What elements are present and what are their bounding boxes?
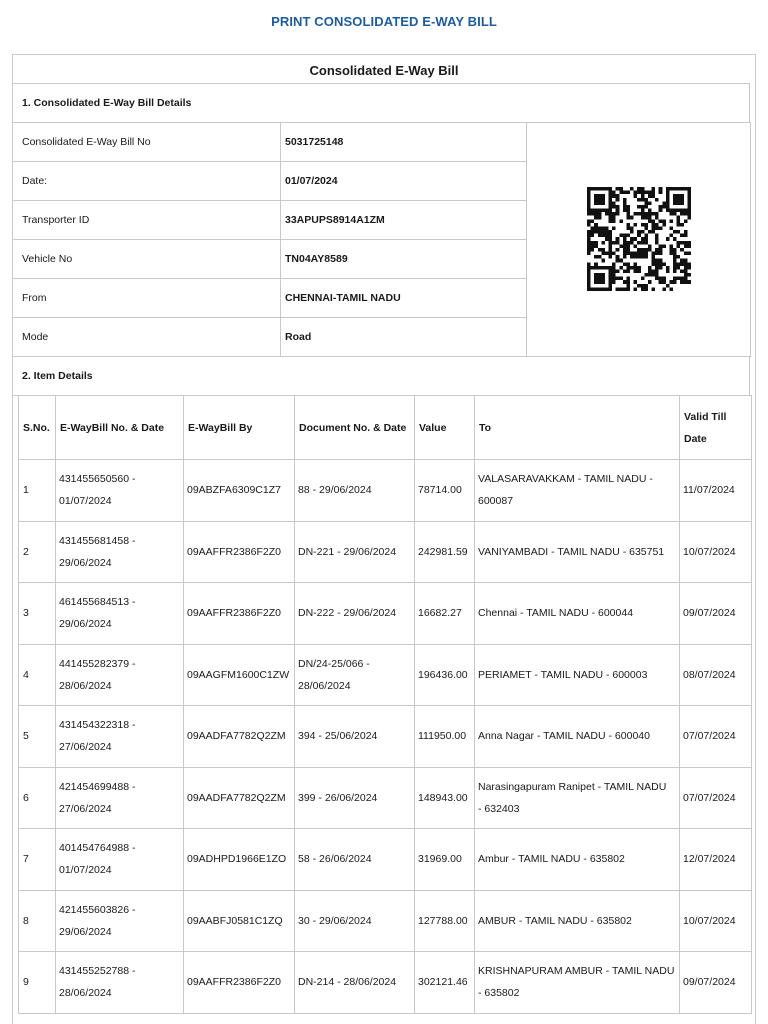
cell-to-line2: 600087	[478, 495, 514, 508]
cell-document	[295, 583, 415, 645]
cell-valid-till	[680, 829, 752, 891]
cell-ewb-by-line1: 09AADFA7782Q2ZM	[187, 730, 286, 743]
section-1-header: 1. Consolidated E-Way Bill Details	[12, 83, 750, 123]
cell-ewb-no-date-line1: 421455603826 -	[59, 903, 136, 916]
detail-label: Consolidated E-Way Bill No	[13, 123, 281, 162]
cell-value-line1: 78714.00	[418, 484, 462, 497]
cell-document-line1: DN-222 - 29/06/2024	[298, 607, 397, 620]
cell-document-line1: 58 - 26/06/2024	[298, 853, 372, 866]
cell-sno	[19, 767, 56, 829]
cell-valid-till	[680, 521, 752, 583]
cell-to-line1: VALASARAVAKKAM - TAMIL NADU -	[478, 473, 653, 486]
table-row	[19, 767, 752, 829]
cell-ewb-no-date-line2: 29/06/2024	[59, 618, 112, 631]
cell-sno	[19, 583, 56, 645]
detail-row	[13, 201, 527, 240]
cell-ewb-by	[184, 460, 295, 522]
cell-value-line1: 196436.00	[418, 668, 468, 681]
cell-to-line1: Narasingapuram Ranipet - TAMIL NADU	[478, 780, 667, 793]
cell-value-line1: 242981.59	[418, 545, 468, 558]
detail-value: 33APUPS8914A1ZM	[281, 201, 527, 240]
cell-ewb-no-date-line2: 01/07/2024	[59, 864, 112, 877]
items-table	[18, 395, 752, 1014]
detail-label: Date:	[13, 162, 281, 201]
cell-to-line1: AMBUR - TAMIL NADU - 635802	[478, 914, 632, 927]
detail-row	[13, 240, 527, 279]
document-title: Consolidated E-Way Bill	[309, 63, 459, 78]
cell-valid-till-line1: 12/07/2024	[683, 853, 736, 866]
cell-ewb-no-date	[56, 890, 184, 952]
cell-valid-till	[680, 706, 752, 768]
cell-sno-line1: 7	[23, 853, 29, 866]
cell-ewb-no-date	[56, 644, 184, 706]
cell-ewb-by-line1: 09AAFFR2386F2Z0	[187, 545, 281, 558]
cell-sno	[19, 829, 56, 891]
cell-ewb-by-line1: 09AAFFR2386F2Z0	[187, 607, 281, 620]
cell-to-line2: - 632403	[478, 802, 520, 815]
detail-value: Road	[281, 318, 527, 357]
cell-value	[415, 706, 475, 768]
cell-sno-line1: 4	[23, 668, 29, 681]
cell-document	[295, 644, 415, 706]
cell-to	[475, 460, 680, 522]
cell-sno-line1: 1	[23, 484, 29, 497]
detail-row	[13, 318, 527, 357]
cell-ewb-no-date-line2: 01/07/2024	[59, 495, 112, 508]
cell-value	[415, 952, 475, 1014]
cell-to	[475, 644, 680, 706]
cell-ewb-by-line1: 09ABZFA6309C1Z7	[187, 484, 281, 497]
detail-label: From	[13, 279, 281, 318]
cell-sno-line1: 2	[23, 545, 29, 558]
table-row	[19, 829, 752, 891]
cell-sno	[19, 706, 56, 768]
cell-document-line2: 28/06/2024	[298, 679, 351, 692]
detail-label: Vehicle No	[13, 240, 281, 279]
qr-code-icon	[587, 187, 691, 291]
cell-valid-till	[680, 583, 752, 645]
cell-document	[295, 460, 415, 522]
cell-document-line1: 399 - 26/06/2024	[298, 791, 378, 804]
cell-document	[295, 767, 415, 829]
header-valid-line2: Date	[684, 432, 707, 445]
detail-row	[13, 279, 527, 318]
cell-valid-till-line1: 07/07/2024	[683, 730, 736, 743]
cell-ewb-by	[184, 521, 295, 583]
cell-ewb-no-date	[56, 583, 184, 645]
cell-sno-line1: 3	[23, 607, 29, 620]
cell-value-line1: 111950.00	[418, 730, 467, 743]
page-title: PRINT CONSOLIDATED E-WAY BILL	[271, 14, 497, 29]
cell-value	[415, 767, 475, 829]
cell-sno	[19, 460, 56, 522]
cell-ewb-no-date	[56, 829, 184, 891]
cell-ewb-no-date	[56, 706, 184, 768]
cell-document	[295, 829, 415, 891]
cell-ewb-no-date-line1: 441455282379 -	[59, 657, 136, 670]
cell-valid-till	[680, 767, 752, 829]
cell-to-line2: - 635802	[478, 987, 520, 1000]
cell-to	[475, 521, 680, 583]
cell-to	[475, 583, 680, 645]
cell-ewb-no-date-line1: 431455252788 -	[59, 965, 136, 978]
cell-to-line1: Ambur - TAMIL NADU - 635802	[478, 853, 625, 866]
header-valid-line1: Valid Till	[684, 410, 727, 423]
cell-to-line1: KRISHNAPURAM AMBUR - TAMIL NADU	[478, 965, 675, 978]
cell-sno-line1: 8	[23, 914, 29, 927]
cell-to-line1: PERIAMET - TAMIL NADU - 600003	[478, 668, 648, 681]
cell-ewb-no-date	[56, 952, 184, 1014]
items-header-row	[19, 396, 752, 460]
cell-to-line1: Chennai - TAMIL NADU - 600044	[478, 607, 634, 620]
cell-to	[475, 829, 680, 891]
cell-ewb-no-date-line1: 461455684513 -	[59, 596, 136, 609]
cell-ewb-no-date-line2: 29/06/2024	[59, 925, 112, 938]
cell-valid-till-line1: 09/07/2024	[683, 607, 736, 620]
cell-sno	[19, 521, 56, 583]
table-row	[19, 890, 752, 952]
cell-ewb-by-line1: 09AADFA7782Q2ZM	[187, 791, 286, 804]
cell-ewb-by-line1: 09AAGFM1600C1ZW	[187, 668, 290, 681]
cell-ewb-no-date-line2: 28/06/2024	[59, 987, 112, 1000]
cell-document	[295, 952, 415, 1014]
details-table	[12, 122, 527, 357]
cell-ewb-no-date-line1: 401454764988 -	[59, 842, 136, 855]
cell-to	[475, 706, 680, 768]
cell-document	[295, 706, 415, 768]
cell-ewb-no-date-line1: 431454322318 -	[59, 719, 136, 732]
cell-ewb-no-date-line2: 27/06/2024	[59, 802, 112, 815]
cell-ewb-by-line1: 09ADHPD1966E1ZO	[187, 853, 287, 866]
cell-ewb-by	[184, 706, 295, 768]
cell-valid-till	[680, 644, 752, 706]
table-row	[19, 521, 752, 583]
cell-valid-till-line1: 11/07/2024	[683, 484, 735, 497]
cell-ewb-no-date	[56, 460, 184, 522]
header-sno: S.No.	[19, 396, 56, 460]
cell-value-line1: 31969.00	[418, 853, 462, 866]
cell-to-line1: Anna Nagar - TAMIL NADU - 600040	[478, 730, 650, 743]
cell-value	[415, 521, 475, 583]
consolidated-ewb-document	[12, 54, 756, 1024]
section-2-header: 2. Item Details	[12, 356, 750, 396]
cell-value	[415, 583, 475, 645]
detail-label: Transporter ID	[13, 201, 281, 240]
cell-sno	[19, 644, 56, 706]
cell-ewb-by	[184, 583, 295, 645]
cell-ewb-by	[184, 767, 295, 829]
cell-valid-till-line1: 10/07/2024	[683, 545, 736, 558]
cell-ewb-by-line1: 09AAFFR2386F2Z0	[187, 976, 281, 989]
cell-valid-till	[680, 890, 752, 952]
cell-value-line1: 127788.00	[418, 914, 468, 927]
cell-document-line1: 88 - 29/06/2024	[298, 484, 372, 497]
header-ewb-no-date: E-WayBill No. & Date	[56, 396, 184, 460]
cell-sno	[19, 890, 56, 952]
cell-ewb-by	[184, 890, 295, 952]
cell-document-line1: 30 - 29/06/2024	[298, 914, 372, 927]
cell-value	[415, 890, 475, 952]
cell-document-line1: DN-214 - 28/06/2024	[298, 976, 397, 989]
cell-ewb-no-date	[56, 767, 184, 829]
cell-ewb-by-line1: 09AABFJ0581C1ZQ	[187, 914, 283, 927]
cell-ewb-no-date-line1: 421454699488 -	[59, 780, 136, 793]
cell-ewb-no-date-line2: 29/06/2024	[59, 556, 112, 569]
cell-sno-line1: 6	[23, 791, 29, 804]
cell-document-line1: 394 - 25/06/2024	[298, 730, 378, 743]
detail-value: CHENNAI-TAMIL NADU	[281, 279, 527, 318]
cell-value	[415, 460, 475, 522]
detail-label: Mode	[13, 318, 281, 357]
header-value: Value	[415, 396, 475, 460]
detail-value: TN04AY8589	[281, 240, 527, 279]
cell-document	[295, 890, 415, 952]
table-row	[19, 952, 752, 1014]
cell-ewb-by	[184, 952, 295, 1014]
cell-sno-line1: 9	[23, 976, 29, 989]
cell-ewb-no-date-line1: 431455681458 -	[59, 534, 136, 547]
cell-value-line1: 148943.00	[418, 791, 468, 804]
cell-ewb-no-date-line2: 28/06/2024	[59, 679, 112, 692]
header-document-no-date: Document No. & Date	[295, 396, 415, 460]
cell-value	[415, 644, 475, 706]
table-row	[19, 706, 752, 768]
cell-document-line1: DN/24-25/066 -	[298, 657, 370, 670]
cell-valid-till	[680, 460, 752, 522]
cell-to	[475, 952, 680, 1014]
cell-valid-till-line1: 10/07/2024	[683, 914, 736, 927]
cell-document-line1: DN-221 - 29/06/2024	[298, 545, 397, 558]
table-row	[19, 583, 752, 645]
cell-document	[295, 521, 415, 583]
cell-ewb-no-date-line1: 431455650560 -	[59, 473, 136, 486]
table-row	[19, 460, 752, 522]
qr-cell	[526, 122, 751, 357]
cell-value-line1: 16682.27	[418, 607, 462, 620]
detail-value: 5031725148	[281, 123, 527, 162]
cell-ewb-no-date-line2: 27/06/2024	[59, 741, 112, 754]
cell-valid-till-line1: 08/07/2024	[683, 668, 736, 681]
header-ewb-by: E-WayBill By	[184, 396, 295, 460]
cell-to	[475, 767, 680, 829]
cell-ewb-by	[184, 644, 295, 706]
cell-sno-line1: 5	[23, 730, 29, 743]
cell-valid-till	[680, 952, 752, 1014]
detail-row	[13, 162, 527, 201]
cell-to-line1: VANIYAMBADI - TAMIL NADU - 635751	[478, 545, 665, 558]
header-valid-till-date	[680, 396, 752, 460]
cell-sno	[19, 952, 56, 1014]
header-to: To	[475, 396, 680, 460]
cell-to	[475, 890, 680, 952]
cell-value	[415, 829, 475, 891]
cell-value-line1: 302121.46	[418, 976, 468, 989]
cell-ewb-no-date	[56, 521, 184, 583]
table-row	[19, 644, 752, 706]
cell-ewb-by	[184, 829, 295, 891]
cell-valid-till-line1: 07/07/2024	[683, 791, 736, 804]
detail-value: 01/07/2024	[281, 162, 527, 201]
detail-row	[13, 123, 527, 162]
cell-valid-till-line1: 09/07/2024	[683, 976, 736, 989]
